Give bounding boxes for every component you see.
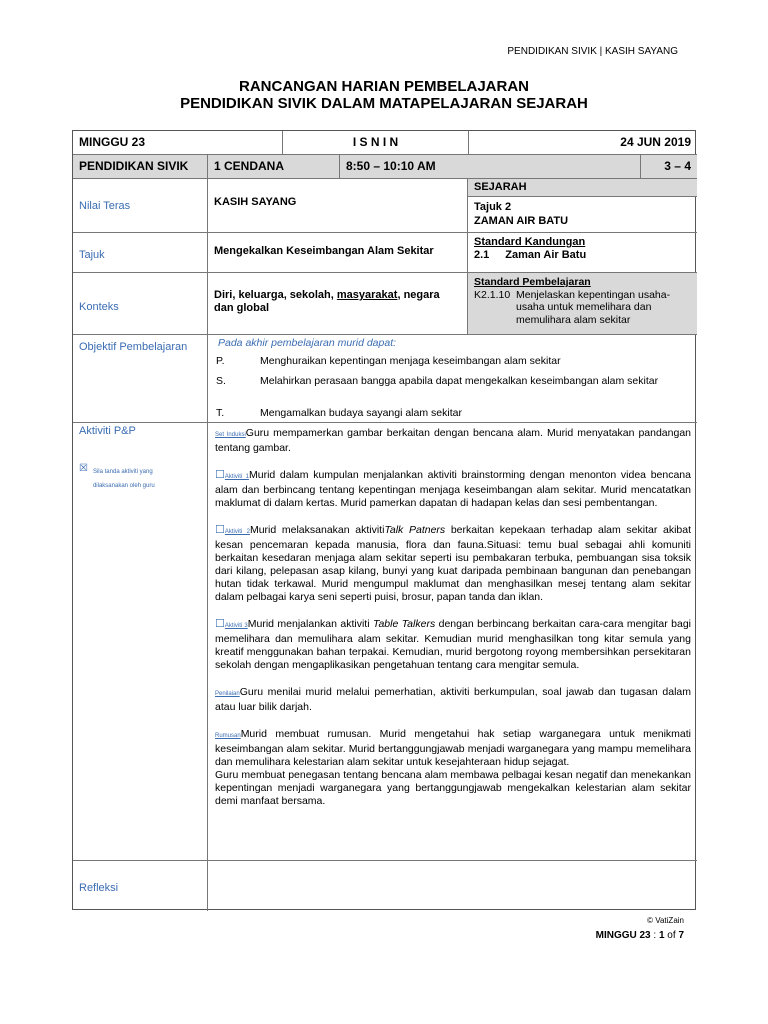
aktiviti-3-italic: Table Talkers [373,618,436,630]
nilai-value-cell [208,179,468,233]
sp-text: Menjelaskan kepentingan usaha-usaha untuk memelihara dan memulihara alam sekitar [516,288,671,326]
konteks-value-a: Diri, keluarga, sekolah, [214,289,337,301]
konteks-value-underlined: masyarakat [336,289,398,301]
objektif-key-s: S. [216,375,226,387]
sk-text: Zaman Air Batu [505,249,587,261]
refleksi-label-cell [73,861,208,911]
title-line-2: PENDIDIKAN SIVIK DALAM MATAPELAJARAN SEJARAH [180,95,588,112]
period: 3 – 4 [664,159,691,173]
tajuk-label-cell [73,233,208,273]
checkbox-note-2: dilaksanakan oleh guru [92,483,155,489]
aktiviti-1-text: Murid dalam kumpulan menjalankan aktiviti brainstorming dengan menonton videa bencana alam dan berbincang tentang kepentingan menjaga keseimbangan alam sekitar. Murid mencatatkan maklumat di dalam kertas. Murid pamerkan dapatan di hadapan kelas dan sesi pembentangan. [215,469,691,509]
objektif-item [214,355,691,368]
aktiviti-3-tag[interactable]: Aktiviti 3 [224,623,248,629]
lesson-plan-table [72,130,696,910]
objektif-intro: Pada akhir pembelajaran murid dapat: [218,337,397,349]
standard-kandungan-cell [468,233,697,273]
nilai-label: Nilai Teras [79,200,131,212]
objektif-text-t: Mengamalkan budaya sayangi alam sekitar [260,407,462,419]
objektif-label-cell [73,335,208,423]
penilaian-tag[interactable]: Penilaian [215,691,240,697]
rumusan-text: Murid membuat rumusan. Murid mengetahui hak setiap warganegara untuk menikmati keseimbangan alam sekitar. Murid bertanggungjawab menjadi warganegara yang mampu memelihara dan memulihara kelestarian alam sekitar untuk kesejahteraan hidup sejagat. [215,728,691,768]
aktiviti-2-italic: Talk Patners [384,524,446,536]
sejarah-header-cell [468,179,697,197]
checkbox-note [79,463,201,493]
title-line-1: RANCANGAN HARIAN PEMBELAJARAN [238,78,529,95]
sejarah-tajuk-name: ZAMAN AIR BATU [474,215,569,227]
refleksi-label: Refleksi [79,882,119,894]
class-cell [208,155,340,179]
set-induksi-text: Guru mempamerkan gambar berkaitan dengan bencana alam. Murid menyatakan pandangan tentang gambar. [215,427,692,454]
copyright: © VatiZain [647,916,684,925]
date-cell [469,131,697,155]
konteks-value-cell [208,273,468,335]
checkbox-note-1: Sila tanda aktiviti yang [92,469,153,475]
sk-code: 2.1 [474,249,490,261]
objektif-content-cell [208,335,697,423]
aktiviti-2-tag[interactable]: Aktiviti 2 [224,529,250,535]
day-cell [283,131,469,155]
rumusan [215,728,691,769]
nilai-label-cell [73,179,208,233]
aktiviti-label-cell [73,423,208,861]
konteks-label: Konteks [79,301,119,313]
aktiviti-3-pre: Murid menjalankan aktiviti [247,618,373,630]
page-title [0,78,768,112]
standard-pembelajaran-cell [468,273,697,335]
nilai-value: KASIH SAYANG [214,196,297,208]
aktiviti-1-tag[interactable]: Aktiviti 1 [224,474,249,480]
standard-kandungan-title: Standard Kandungan [474,236,586,248]
page-of: of [664,930,679,941]
objektif-key-t: T. [216,407,225,419]
refleksi-input[interactable] [208,861,697,911]
checked-box-icon: ☒ [79,463,88,474]
objektif-text-s: Melahirkan perasaan bangga apabila dapat mengekalkan keseimbangan alam sekitar [260,375,659,387]
set-induksi-tag[interactable]: Set Induksi [215,432,246,438]
objektif-text-p: Menghuraikan kepentingan menjaga keseimbangan alam sekitar [260,355,561,367]
sejarah-header: SEJARAH [474,181,527,193]
page-num: 1 [658,930,665,941]
time-cell [340,155,641,179]
time: 8:50 – 10:10 AM [346,159,436,173]
objektif-item [214,375,691,388]
aktiviti-1 [215,469,691,510]
subject: PENDIDIKAN SIVIK [79,159,189,173]
day: I S N I N [352,135,399,149]
aktiviti-2-text: berkaitan kepekaan terhadap alam sekitar akibat kesan pencemaran kepada manusia, flora dan fauna.Situasi: temu bual sebagai ahli komuniti berkaitan kesedaran menjaga alam sekitar seperti isu pembakaran terbuka, pembuangan sisa toksik dari kilang, pelepasan asap kilang, bunyi yang kuat daripada pembinaan bangunan dan penebangan hutan tidak terkawal. Murid mengumpul maklumat dan menghasilkan mesej tentang alam sekitar dalam pelbagai karya seni seperti puisi, brosur, papan tanda dan iklan. [215,524,692,603]
sp-code: K2.1.10 [474,288,511,301]
aktiviti-2 [215,524,691,604]
konteks-label-cell [73,273,208,335]
class-name: 1 CENDANA [214,159,285,173]
running-header: PENDIDIKAN SIVIK | KASIH SAYANG [507,46,678,57]
tajuk-value-cell [208,233,468,273]
checkbox-icon[interactable]: ☐ [215,618,225,630]
week-cell [73,131,283,155]
page-sep: : [650,930,659,941]
page-number [596,930,684,941]
aktiviti-2-pre: Murid melaksanakan aktiviti [249,524,385,536]
rumusan-2: Guru membuat penegasan tentang bencana alam membawa pelbagai kesan negatif dan menekankan kepentingan menjadi warganegara yang bertanggungjawab mengekalkan kelestarian alam sekitar demi manfaat bersama. [215,769,691,807]
penilaian-text: Guru menilai murid melalui pemerhatian, aktiviti berkumpulan, soal jawab dan tugasan dalam atau luar bilik darjah. [215,686,691,713]
page-prefix: MINGGU 23 [595,930,651,941]
checkbox-icon[interactable]: ☐ [215,469,225,481]
subject-cell [73,155,208,179]
aktiviti-3-text: dengan berbincang berkaitan cara-cara mengitar bagi memelihara dan memulihara alam sekitar. Kemudian murid menghasilkan tong kitar semula yang kreatif menggunakan bahan terpakai. Kemudian, murid bergotong royong membersihkan persekitaran sekolah dengan mengaplikasikan pengetahuan tentang cara mengitar semula. [215,618,692,671]
sejarah-tajuk-no: Tajuk 2 [474,201,512,213]
sejarah-tajuk-cell [468,197,697,233]
week: MINGGU 23 [79,135,146,149]
tajuk-value: Mengekalkan Keseimbangan Alam Sekitar [214,245,434,257]
period-cell [641,155,697,179]
objektif-label: Objektif Pembelajaran [79,341,188,353]
checkbox-icon[interactable]: ☐ [215,524,225,536]
konteks-value-b: , negara dan global [214,289,440,314]
tajuk-label: Tajuk [79,249,105,261]
aktiviti-content-cell [208,423,697,861]
page-total: 7 [678,930,684,941]
rumusan-tag[interactable]: Rumusan [215,733,241,739]
objektif-item [214,407,691,420]
aktiviti-label: Aktiviti P&P [79,425,136,437]
aktiviti-3 [215,618,691,672]
date: 24 JUN 2019 [620,135,691,149]
set-induksi [215,427,691,455]
standard-pembelajaran-title: Standard Pembelajaran [474,276,591,288]
objektif-key-p: P. [216,355,225,367]
penilaian [215,686,691,714]
